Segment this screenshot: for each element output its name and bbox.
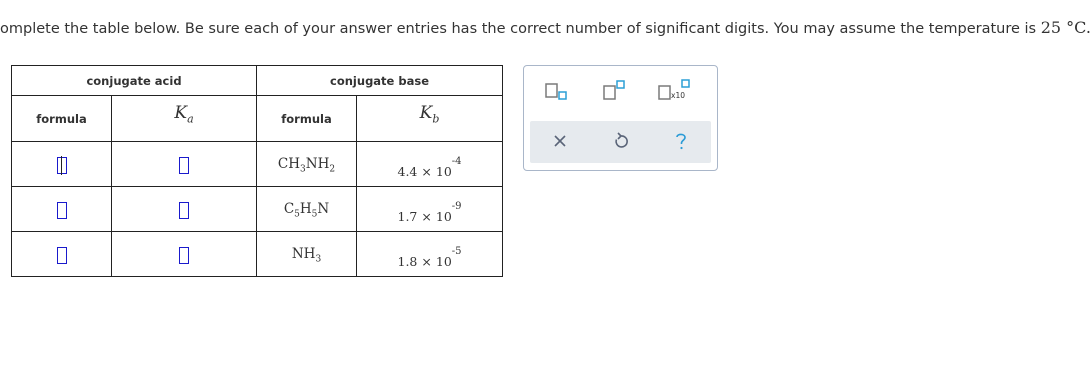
close-icon (552, 130, 568, 152)
acid-formula-cell (12, 232, 112, 277)
header-conjugate-acid: conjugate acid (12, 66, 257, 96)
times-ten-icon (657, 79, 693, 103)
acid-formula-input[interactable] (57, 157, 67, 174)
acid-formula-input[interactable] (57, 202, 67, 219)
ka-cell (112, 187, 257, 232)
help-icon (673, 130, 689, 152)
scientific-notation-tool-button[interactable] (657, 79, 693, 107)
base-formula-cell (257, 187, 357, 232)
clear-button[interactable] (552, 130, 568, 156)
kb-subscript: b (432, 112, 440, 126)
ka-subscript: a (187, 112, 194, 126)
base-formula: $NH_3$ (291, 246, 322, 265)
kb-symbol: K (419, 103, 433, 124)
instructions-text (0, 18, 1091, 37)
undo-button[interactable] (612, 130, 630, 156)
base-formula: $CH_3NH_2$ (277, 156, 336, 175)
kb-cell (357, 142, 503, 187)
superscript-tool-button[interactable] (602, 79, 630, 105)
answer-table (11, 65, 503, 277)
header-base-formula: formula (257, 96, 357, 142)
header-kb (357, 96, 503, 142)
ka-input[interactable] (179, 202, 189, 219)
action-bar (530, 121, 711, 163)
kb-value: 4.4 × 10-4 (397, 156, 462, 179)
x10-label: x10 (671, 91, 685, 100)
undo-icon (612, 130, 630, 152)
acid-formula-cell (12, 142, 112, 187)
kb-value: 1.7 × 10-9 (397, 201, 462, 224)
acid-formula-cell (12, 187, 112, 232)
ka-cell (112, 232, 257, 277)
acid-formula-input[interactable] (57, 247, 67, 264)
math-palette (523, 65, 718, 171)
kb-cell (357, 232, 503, 277)
subscript-tool-button[interactable] (544, 82, 572, 106)
help-button[interactable] (673, 130, 689, 156)
ka-cell (112, 142, 257, 187)
kb-value: 1.8 × 10-5 (397, 246, 462, 269)
ka-input[interactable] (179, 157, 189, 174)
ka-input[interactable] (179, 247, 189, 264)
header-acid-formula: formula (12, 96, 112, 142)
subscript-icon (544, 82, 572, 102)
header-ka (112, 96, 257, 142)
header-conjugate-base: conjugate base (257, 66, 503, 96)
base-formula-cell (257, 142, 357, 187)
base-formula-cell (257, 232, 357, 277)
base-formula: $C_5H_5N$ (283, 201, 330, 220)
superscript-icon (602, 79, 630, 101)
ka-symbol: K (174, 103, 188, 124)
instructions-body: omplete the table below. Be sure each of your answer entries has the correct number of significant digits. You may assume the temperature is (0, 21, 1037, 37)
temperature-value: 25 °C. (1040, 18, 1091, 37)
kb-cell (357, 187, 503, 232)
